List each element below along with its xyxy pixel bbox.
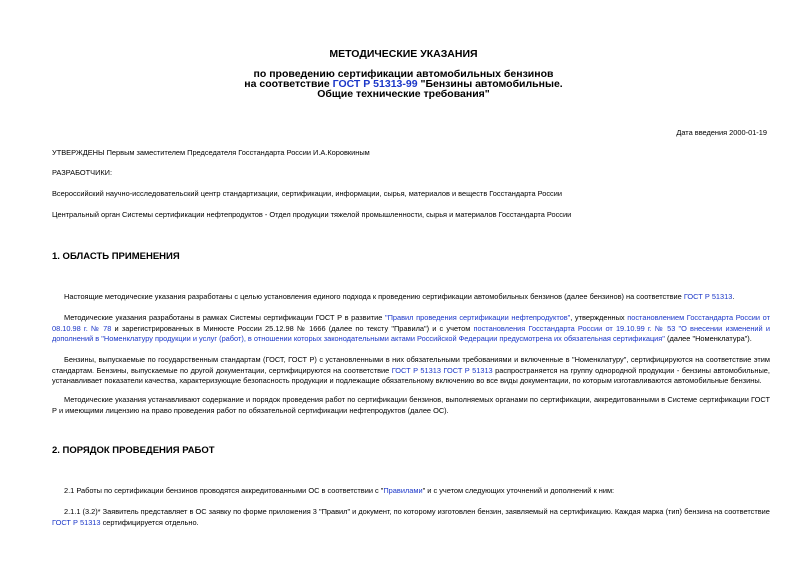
introduction-date: Дата введения 2000-01-19 — [676, 128, 767, 137]
section-heading: 2. ПОРЯДОК ПРОВЕДЕНИЯ РАБОТ — [52, 445, 215, 456]
rules-link[interactable]: Правилами — [383, 486, 423, 495]
paragraph-text: распространяется на группу однородной продукции - бензины автомобильные, устанавливает показатели качества, характеризующие безопасность продукции и подлежащие обязательному включению во все виды документации, по которым изготавливаются автомобильные бензины. — [52, 365, 770, 385]
rules-link[interactable]: "Правил проведения сертификации нефтепродуктов" — [384, 313, 571, 322]
section-heading: 1. ОБЛАСТЬ ПРИМЕНЕНИЯ — [52, 251, 180, 262]
developers-label: РАЗРАБОТЧИКИ: — [52, 168, 113, 177]
resolution-link[interactable]: постановлением Госстандарта России от 08.10.98 г. № 78 — [52, 313, 770, 333]
approved-line: УТВЕРЖДЕНЫ Первым заместителем Председателя Госстандарта России И.А.Коровкиным — [52, 148, 370, 157]
paragraph — [52, 313, 770, 345]
paragraph-text: Бензины, выпускаемые по государственным стандартам (ГОСТ, ГОСТ Р) с установленными в них обязательными требованиями и включенные в "Номенклатуру", сертифицируются на соответствие этим стандартам. Бензины, выпускаемые по другой документации, сертифицируются на соответствие — [52, 355, 770, 375]
paragraph — [52, 292, 770, 303]
document-title: МЕТОДИЧЕСКИЕ УКАЗАНИЯ — [329, 48, 478, 60]
gost-link[interactable]: ГОСТ Р 51313 — [683, 292, 733, 301]
paragraph-text: сертифицируется отдельно. — [100, 517, 199, 527]
paragraph-text: Методические указания разработаны в рамках Системы сертификации ГОСТ Р в развитие — [64, 313, 385, 322]
paragraph-text: " и с учетом следующих уточнений и дополнений к ним: — [422, 486, 615, 495]
document-subtitle-line3: Общие технические требования" — [317, 88, 490, 100]
subtitle-text: "Бензины автомобильные. — [417, 78, 563, 90]
paragraph-text: 2.1.1 (3.2)* Заявитель представляет в ОС заявку по форме приложения 3 "Правил" и документ, по которому изготовлен бензин, заявляемый на сертификацию. Каждая марка (тип) бензина на соответствие — [64, 507, 770, 516]
subtitle-text: на соответствие — [244, 78, 333, 90]
paragraph-text: и зарегистрированных в Минюсте России 25.12.98 № 1666 (далее по тексту "Правила") и с учетом — [111, 323, 474, 333]
paragraph-text: 2.1 Работы по сертификации бензинов проводятся аккредитованными ОС в соответствии с " — [64, 486, 384, 495]
resolution-link[interactable]: постановления Госстандарта России от 19.10.99 г. № 53 "О внесении изменений и дополнений в "Номенклатуру продукции и услуг (работ), в отношении которых законодательными актами Российской Федерации предусмотрена их обязательная сертификация" — [52, 323, 770, 343]
paragraph-text: (далее "Номенклатура"). — [664, 334, 752, 343]
developer-item: Всероссийский научно-исследовательский центр стандартизации, сертификации, информации, сырья, материалов и веществ Госстандарта России — [52, 189, 563, 198]
paragraph-text: Настоящие методические указания разработаны с целью установления единого подхода к проведению сертификации автомобильных бензинов (далее бензинов) на соответствие — [64, 292, 684, 301]
paragraph: Методические указания устанавливают содержание и порядок проведения работ по сертификации бензинов, выполняемых органами по сертификации, аккредитованными в Системе сертификации ГОСТ Р и имеющими лицензию на право проведения работ по обязательной сертификации нефтепродуктов (далее ОС). — [52, 395, 770, 415]
paragraph — [52, 507, 770, 528]
paragraph — [52, 355, 770, 387]
document-subtitle-line1: по проведению сертификации автомобильных бензинов — [253, 68, 554, 80]
paragraph-text: . — [732, 292, 735, 301]
paragraph-text: , утвержденных — [570, 313, 628, 322]
gost-link[interactable]: ГОСТ Р 51313-99 — [332, 78, 418, 90]
paragraph — [52, 486, 770, 497]
developer-item: Центральный орган Системы сертификации нефтепродуктов - Отдел продукции тяжелой промышленности, сырья и материалов Госстандарта России — [52, 210, 572, 219]
gost-link[interactable]: ГОСТ Р 51313 ГОСТ Р 51313 — [391, 365, 493, 375]
gost-link[interactable]: ГОСТ Р 51313 — [52, 517, 101, 527]
